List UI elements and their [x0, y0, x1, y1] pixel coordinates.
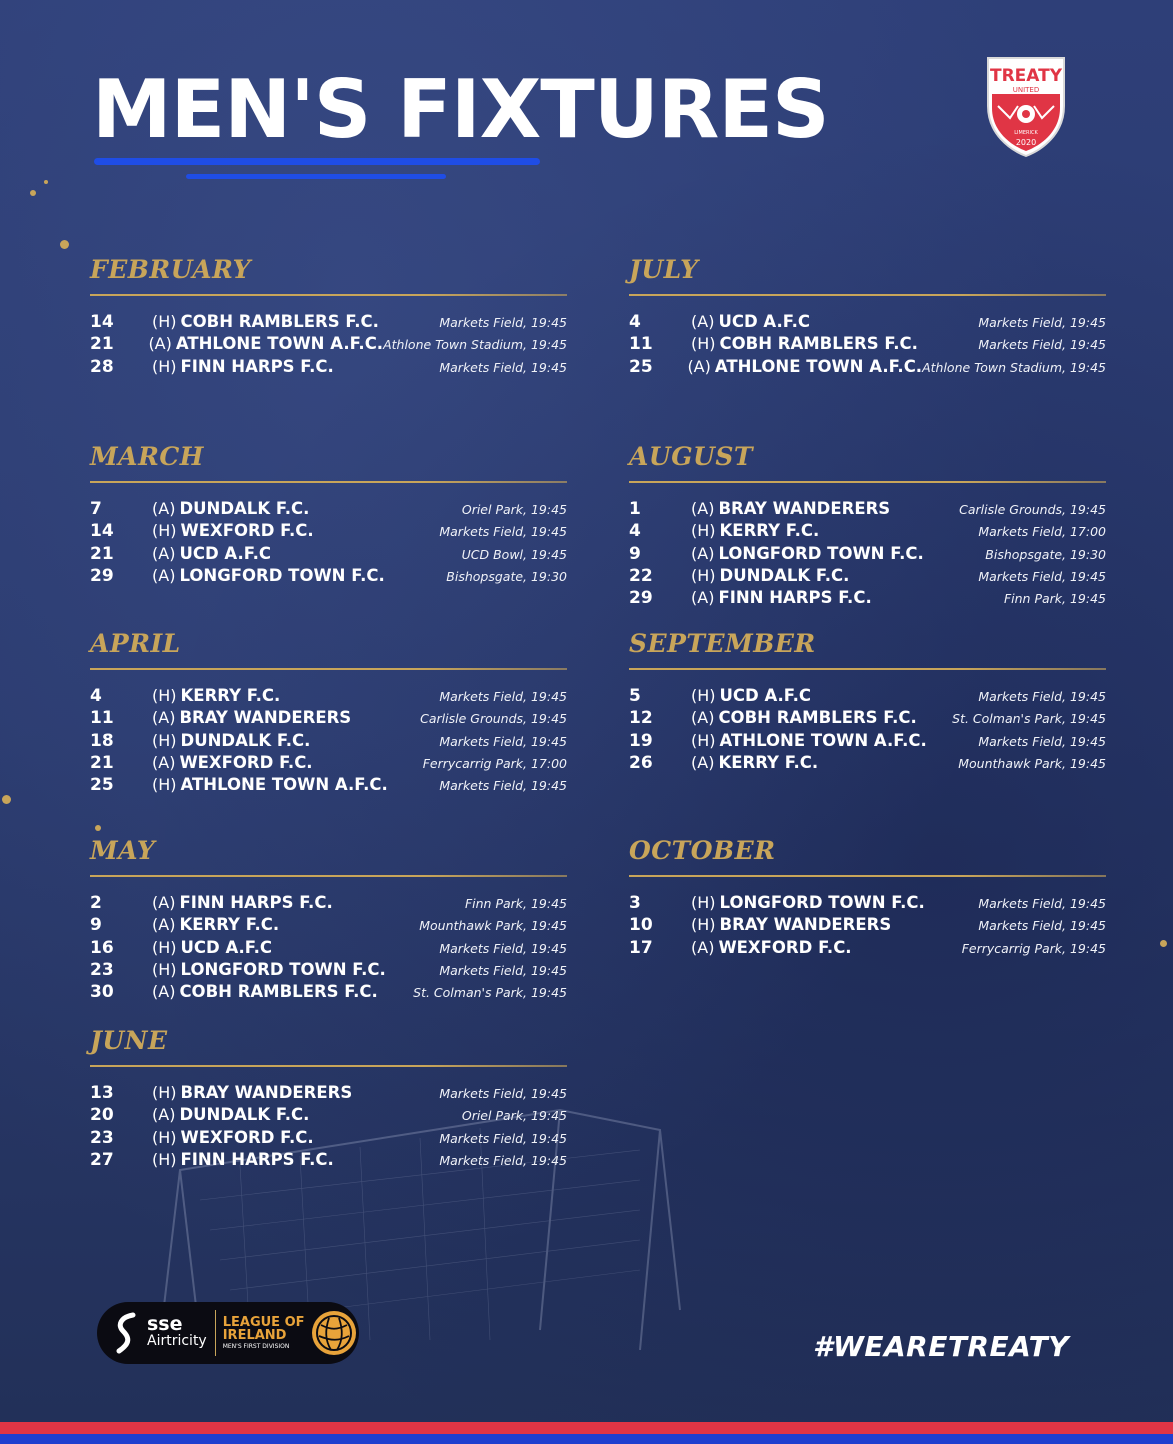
title-underline — [94, 158, 540, 165]
fixture-opponent: DUNDALK F.C. — [180, 730, 311, 750]
fixture-home-away: (A) — [152, 915, 176, 935]
fixture-venue: Athlone Town Stadium, 19:45 — [383, 337, 567, 353]
fixture-opponent: FINN HARPS F.C. — [718, 588, 872, 608]
fixture-home-away: (H) — [691, 521, 716, 541]
fixture-venue: Markets Field, 19:45 — [978, 337, 1106, 353]
league-ball-icon — [311, 1310, 357, 1356]
fixture-home-away: (A) — [691, 499, 715, 518]
fixture-opponent: BRAY WANDERERS — [179, 708, 352, 728]
fixture-venue: Markets Field, 19:45 — [439, 1152, 567, 1168]
fixture-list — [90, 685, 567, 796]
fixture-row — [629, 498, 1106, 520]
month-block — [90, 254, 567, 378]
fixture-list — [629, 685, 1106, 774]
fixture-opponent: ATHLONE TOWN A.F.C. — [719, 730, 927, 750]
fixture-day: 3 — [629, 893, 641, 913]
fixture-row — [629, 914, 1106, 936]
month-name: APRIL — [90, 629, 181, 658]
fixture-venue: Markets Field, 19:45 — [439, 940, 567, 956]
fixture-row — [629, 707, 1106, 729]
fixture-day: 17 — [629, 937, 653, 958]
fixture-row — [629, 356, 1106, 378]
fixture-opponent: BRAY WANDERERS — [180, 1083, 353, 1102]
fixture-opponent: BRAY WANDERERS — [718, 499, 891, 518]
fixture-opponent: FINN HARPS F.C. — [180, 356, 334, 376]
month-divider — [90, 668, 567, 670]
month-block — [90, 441, 567, 587]
fixture-home-away: (A) — [152, 982, 176, 1002]
fixture-day: 29 — [629, 588, 653, 609]
treaty-united-crest-logo — [982, 54, 1070, 158]
fixture-day: 22 — [629, 565, 653, 586]
fixture-home-away: (H) — [152, 730, 177, 750]
fixture-day: 26 — [629, 752, 653, 773]
fixture-opponent: ATHLONE TOWN A.F.C. — [175, 334, 384, 354]
fixture-list — [629, 892, 1106, 959]
fixture-opponent: UCD A.F.C — [719, 686, 812, 705]
fixture-venue: Markets Field, 19:45 — [978, 689, 1106, 704]
fixture-day: 21 — [90, 752, 114, 773]
crest-est: 2020 — [1015, 138, 1037, 147]
fixture-day: 25 — [629, 356, 653, 377]
fixture-home-away: (A) — [152, 893, 176, 912]
fixture-row — [629, 587, 1106, 609]
fixture-day: 27 — [90, 1149, 114, 1170]
month-divider — [90, 481, 567, 483]
fixture-home-away: (H) — [691, 893, 716, 912]
fixture-day: 9 — [90, 915, 102, 936]
fixture-row — [90, 1127, 567, 1149]
month-name: MARCH — [90, 442, 204, 471]
fixture-venue: Markets Field, 19:45 — [439, 1130, 567, 1146]
fixture-opponent: LONGFORD TOWN F.C. — [180, 959, 386, 979]
fixture-day: 9 — [629, 543, 641, 564]
fixture-opponent: WEXFORD F.C. — [180, 1127, 314, 1147]
fixture-day: 29 — [90, 565, 114, 586]
fixture-row — [90, 707, 567, 729]
fixture-venue: Markets Field, 19:45 — [439, 1086, 567, 1101]
month-divider — [629, 875, 1106, 877]
fixture-home-away: (H) — [691, 915, 716, 935]
fixture-row — [90, 892, 567, 914]
hashtag: #WEARETREATY — [812, 1330, 1069, 1363]
fixture-day: 23 — [90, 1127, 114, 1148]
fixture-day: 4 — [629, 312, 641, 332]
month-name: FEBRUARY — [90, 255, 251, 284]
fixture-row — [90, 959, 567, 981]
fixture-row — [629, 937, 1106, 959]
fixture-venue: Markets Field, 19:45 — [439, 359, 567, 375]
fixture-home-away: (H) — [152, 356, 177, 376]
fixture-home-away: (A) — [148, 334, 172, 354]
fixture-day: 5 — [629, 686, 641, 706]
fixture-day: 16 — [90, 937, 114, 958]
fixture-row — [90, 1149, 567, 1171]
fixture-day: 7 — [90, 499, 102, 519]
fixture-venue: St. Colman's Park, 19:45 — [413, 985, 567, 1001]
fixture-day: 4 — [90, 686, 102, 706]
fixture-home-away: (H) — [152, 686, 177, 705]
fixture-row — [629, 752, 1106, 774]
fixture-opponent: UCD A.F.C — [718, 312, 810, 331]
fixture-row — [629, 565, 1106, 587]
footer-stripe-blue — [0, 1434, 1173, 1444]
fixture-row — [90, 752, 567, 774]
fixture-opponent: DUNDALK F.C. — [179, 499, 310, 518]
fixture-row — [90, 520, 567, 542]
fixture-opponent: WEXFORD F.C. — [180, 521, 314, 541]
fixture-venue: Oriel Park, 19:45 — [461, 1108, 567, 1124]
month-name: MAY — [90, 836, 156, 865]
fixture-opponent: FINN HARPS F.C. — [179, 893, 333, 912]
fixture-home-away: (A) — [152, 752, 176, 772]
fixture-day: 12 — [629, 708, 653, 729]
fixture-opponent: DUNDALK F.C. — [719, 565, 850, 585]
fixture-home-away: (H) — [691, 730, 716, 750]
fixture-opponent: LONGFORD TOWN F.C. — [179, 565, 385, 585]
month-divider — [629, 668, 1106, 670]
fixture-row — [90, 565, 567, 587]
fixture-venue: Ferrycarrig Park, 19:45 — [961, 940, 1106, 956]
sse-swirl-icon — [111, 1311, 141, 1355]
fixture-day: 13 — [90, 1083, 114, 1103]
fixture-opponent: KERRY F.C. — [719, 521, 820, 541]
fixture-venue: Markets Field, 19:45 — [978, 918, 1106, 934]
fixture-opponent: COBH RAMBLERS F.C. — [718, 708, 917, 728]
fixture-venue: Markets Field, 19:45 — [439, 689, 567, 704]
fixture-opponent: COBH RAMBLERS F.C. — [719, 334, 918, 354]
fixture-day: 21 — [90, 543, 114, 564]
fixture-home-away: (H) — [152, 521, 177, 541]
fixture-opponent: UCD A.F.C — [180, 937, 273, 957]
month-divider — [90, 294, 567, 296]
fixture-list — [90, 498, 567, 587]
month-block — [629, 441, 1106, 609]
fixture-list — [90, 311, 567, 378]
month-block — [90, 835, 567, 1003]
title-underline — [186, 174, 446, 179]
fixture-venue: Markets Field, 19:45 — [439, 315, 567, 330]
fixture-venue: Markets Field, 17:00 — [978, 524, 1106, 540]
fixture-venue: Carlisle Grounds, 19:45 — [959, 502, 1106, 517]
fixture-venue: Markets Field, 19:45 — [978, 896, 1106, 911]
fixture-home-away: (A) — [687, 356, 711, 376]
fixture-venue: Mounthawk Park, 19:45 — [958, 755, 1106, 771]
fixture-opponent: ATHLONE TOWN A.F.C. — [714, 356, 923, 376]
fixture-home-away: (H) — [152, 959, 177, 979]
fixture-row — [90, 981, 567, 1003]
fixture-home-away: (H) — [152, 1083, 177, 1102]
fixture-day: 18 — [90, 730, 114, 751]
month-block — [629, 628, 1106, 774]
fixture-day: 11 — [629, 334, 653, 355]
fixture-day: 30 — [90, 982, 114, 1003]
fixture-day: 10 — [629, 915, 653, 936]
paint-speck — [95, 825, 101, 831]
month-divider — [629, 481, 1106, 483]
fixture-row — [629, 311, 1106, 333]
fixture-venue: Finn Park, 19:45 — [1003, 591, 1106, 607]
airtricity-label: Airtricity — [147, 1333, 207, 1349]
fixture-home-away: (A) — [152, 565, 176, 585]
fixture-venue: Athlone Town Stadium, 19:45 — [922, 359, 1106, 375]
fixture-venue: Markets Field, 19:45 — [978, 568, 1106, 584]
fixture-day: 23 — [90, 959, 114, 980]
paint-speck — [44, 180, 48, 184]
month-name: JUNE — [90, 1026, 168, 1055]
fixture-row — [629, 333, 1106, 355]
fixture-opponent: LONGFORD TOWN F.C. — [719, 893, 925, 912]
month-divider — [629, 294, 1106, 296]
footer-stripe-red — [0, 1422, 1173, 1434]
fixture-venue: Ferrycarrig Park, 17:00 — [422, 755, 567, 771]
fixture-row — [90, 311, 567, 333]
fixture-day: 14 — [90, 521, 114, 542]
fixture-home-away: (A) — [691, 312, 715, 331]
fixture-day: 19 — [629, 730, 653, 751]
fixture-row — [629, 730, 1106, 752]
fixture-home-away: (A) — [691, 588, 715, 608]
league-line1: LEAGUE OF — [222, 1314, 305, 1330]
fixture-home-away: (H) — [152, 1127, 177, 1147]
fixture-venue: St. Colman's Park, 19:45 — [952, 711, 1106, 727]
fixture-opponent: UCD A.F.C — [179, 543, 271, 563]
fixture-opponent: KERRY F.C. — [180, 686, 281, 705]
paint-speck — [60, 240, 69, 249]
fixture-venue: Bishopsgate, 19:30 — [985, 546, 1106, 562]
fixture-row — [90, 498, 567, 520]
fixture-list — [629, 498, 1106, 609]
fixture-row — [629, 892, 1106, 914]
fixture-home-away: (H) — [691, 686, 716, 705]
month-block — [629, 254, 1106, 378]
fixture-day: 20 — [90, 1105, 114, 1126]
fixture-venue: Markets Field, 19:45 — [439, 962, 567, 978]
fixture-home-away: (A) — [691, 752, 715, 772]
month-name: OCTOBER — [629, 836, 776, 865]
fixture-day: 1 — [629, 499, 641, 519]
fixture-home-away: (H) — [152, 937, 177, 957]
fixture-row — [90, 333, 567, 355]
fixture-venue: Finn Park, 19:45 — [464, 896, 567, 911]
fixture-row — [90, 685, 567, 707]
sse-label: sse — [147, 1313, 183, 1335]
fixture-day: 14 — [90, 312, 114, 332]
fixture-venue: Markets Field, 19:45 — [978, 733, 1106, 749]
fixture-list — [629, 311, 1106, 378]
fixture-opponent: WEXFORD F.C. — [179, 752, 313, 772]
fixture-home-away: (H) — [152, 775, 177, 795]
page-title: MEN'S FIXTURES — [92, 63, 829, 156]
month-block — [90, 628, 567, 796]
fixture-opponent: COBH RAMBLERS F.C. — [180, 312, 379, 331]
fixture-opponent: LONGFORD TOWN F.C. — [718, 543, 924, 563]
fixture-opponent: FINN HARPS F.C. — [180, 1149, 334, 1169]
fixture-row — [629, 685, 1106, 707]
fixture-row — [90, 356, 567, 378]
paint-speck — [2, 795, 11, 804]
fixture-row — [629, 543, 1106, 565]
fixture-row — [90, 937, 567, 959]
month-name: JULY — [629, 255, 699, 284]
fixture-day: 28 — [90, 356, 114, 377]
fixture-home-away: (A) — [152, 543, 176, 563]
fixture-opponent: ATHLONE TOWN A.F.C. — [180, 775, 388, 795]
fixture-day: 2 — [90, 893, 102, 913]
fixture-venue: Markets Field, 19:45 — [439, 524, 567, 540]
fixture-opponent: DUNDALK F.C. — [179, 1105, 310, 1125]
fixture-venue: Mounthawk Park, 19:45 — [419, 918, 567, 934]
fixture-home-away: (A) — [691, 937, 715, 957]
fixture-day: 4 — [629, 521, 641, 542]
fixture-row — [90, 774, 567, 796]
fixture-home-away: (H) — [152, 312, 177, 331]
fixture-home-away: (H) — [691, 334, 716, 354]
fixture-venue: Markets Field, 19:45 — [978, 315, 1106, 330]
fixture-venue: Carlisle Grounds, 19:45 — [420, 711, 567, 727]
fixture-row — [90, 914, 567, 936]
crest-city: LIMERICK — [1014, 130, 1038, 136]
fixture-row — [90, 1082, 567, 1104]
month-divider — [90, 875, 567, 877]
fixture-home-away: (A) — [152, 499, 176, 518]
fixture-venue: Bishopsgate, 19:30 — [446, 568, 567, 584]
fixture-venue: Markets Field, 19:45 — [439, 733, 567, 749]
fixture-row — [629, 520, 1106, 542]
month-block — [629, 835, 1106, 959]
fixture-row — [90, 1104, 567, 1126]
fixture-opponent: BRAY WANDERERS — [719, 915, 892, 935]
league-line2: IRELAND — [222, 1327, 287, 1343]
crest-sub: UNITED — [1012, 86, 1040, 94]
fixture-venue: Oriel Park, 19:45 — [461, 502, 567, 517]
fixture-home-away: (A) — [152, 708, 176, 728]
fixture-row — [90, 543, 567, 565]
fixture-list — [90, 892, 567, 1003]
fixture-day: 11 — [90, 708, 114, 729]
fixture-row — [90, 730, 567, 752]
fixture-venue: Markets Field, 19:45 — [439, 778, 567, 794]
fixture-list — [90, 1082, 567, 1171]
month-name: AUGUST — [629, 442, 754, 471]
fixture-home-away: (A) — [691, 543, 715, 563]
fixture-home-away: (H) — [691, 565, 716, 585]
sponsor-badge — [97, 1302, 359, 1364]
fixture-opponent: KERRY F.C. — [179, 915, 280, 935]
fixture-venue: UCD Bowl, 19:45 — [461, 546, 567, 562]
month-block — [90, 1025, 567, 1171]
fixture-home-away: (H) — [152, 1149, 177, 1169]
fixture-opponent: KERRY F.C. — [718, 752, 819, 772]
month-divider — [90, 1065, 567, 1067]
sponsor-divider — [215, 1310, 216, 1356]
crest-name: TREATY — [989, 66, 1063, 86]
fixture-home-away: (A) — [152, 1105, 176, 1125]
league-line3: MEN'S FIRST DIVISION — [222, 1342, 290, 1350]
fixture-opponent: COBH RAMBLERS F.C. — [179, 982, 378, 1002]
paint-speck — [1160, 940, 1167, 947]
fixture-home-away: (A) — [691, 708, 715, 728]
paint-speck — [30, 190, 36, 196]
fixture-day: 21 — [90, 334, 114, 355]
month-name: SEPTEMBER — [629, 629, 816, 658]
fixture-day: 25 — [90, 775, 114, 796]
fixture-opponent: WEXFORD F.C. — [718, 937, 852, 957]
